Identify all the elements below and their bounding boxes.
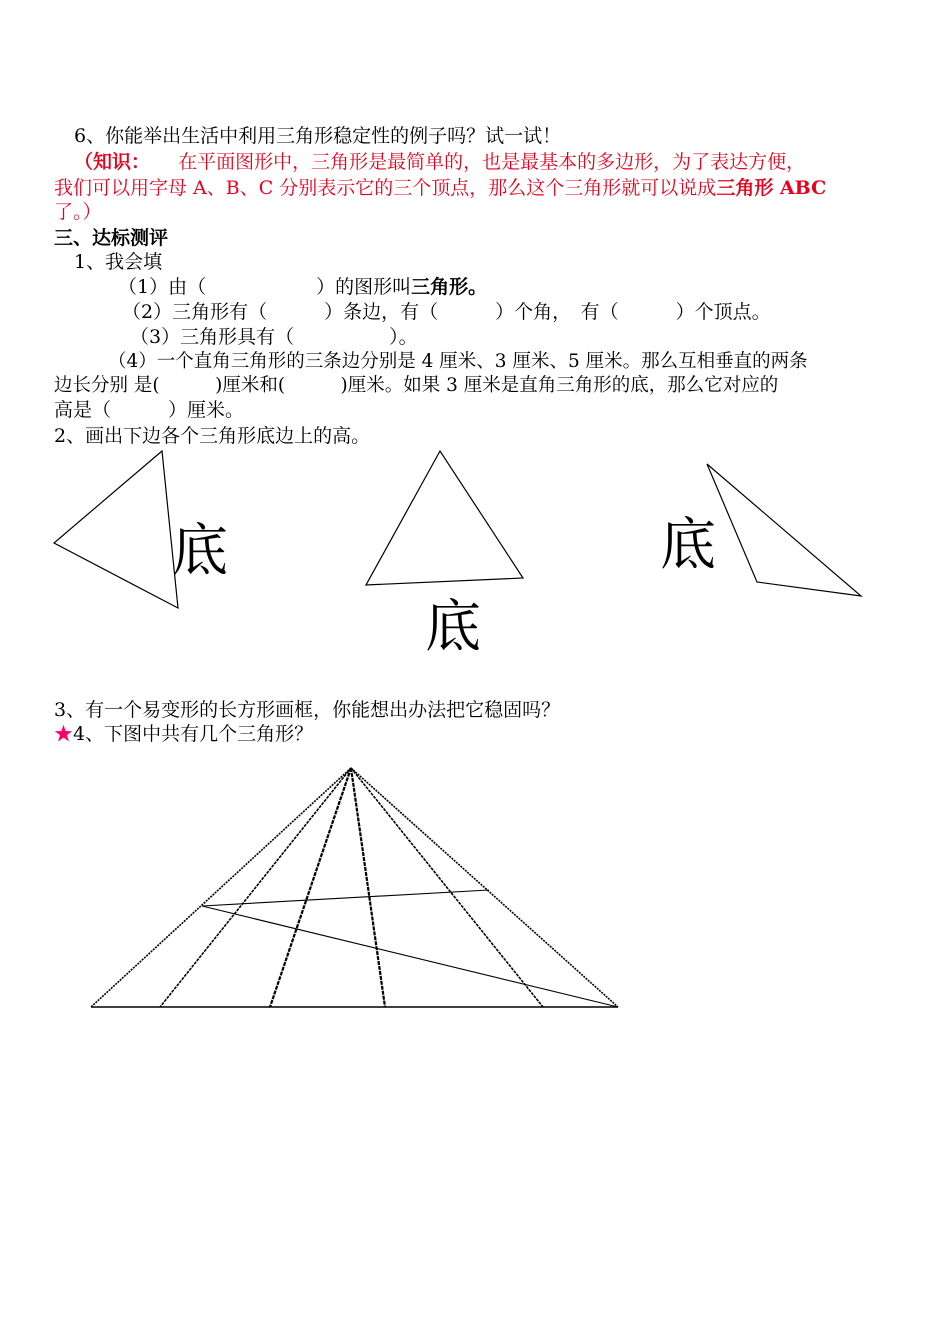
figure-ray-1 — [160, 768, 351, 1007]
triangle-1 — [54, 451, 178, 608]
figure-ray-2 — [270, 768, 351, 1007]
knowledge-term: 三角形 ABC — [716, 177, 827, 199]
triangle-2 — [366, 451, 523, 585]
figure-cross-line-1 — [202, 890, 489, 906]
question-3 — [54, 698, 560, 722]
item-1-term: 三角形。 — [411, 276, 488, 298]
triangle-3 — [707, 464, 861, 596]
question-2-title-text: 2、画出下边各个三角形底边上的高。 — [54, 425, 371, 447]
base-label-2: 底 — [425, 595, 481, 660]
section-heading-text: 三、达标测评 — [54, 227, 169, 249]
question-1-title-text: 1、我会填 — [74, 251, 163, 273]
item-1-mid: ）的图形叫 — [316, 276, 412, 298]
item-4-text-1: （4）一个直角三角形的三条边分别是 4 厘米、3 厘米、5 厘米。那么互相垂直的两条 — [108, 351, 808, 372]
knowledge-text-1: 在平面图形中，三角形是最简单的，也是最基本的多边形，为了表达方便， — [178, 151, 806, 173]
base-label-1: 底 — [172, 519, 228, 584]
knowledge-text-2: 我们可以用字母 A、B、C 分别表示它的三个顶点，那么这个三角形就可以说成 — [54, 177, 717, 199]
item-4-text-3: 高是（ ）厘米。 — [54, 399, 245, 421]
knowledge-text-3: 了。） — [54, 201, 102, 223]
star-icon: ★ — [54, 723, 74, 745]
item-3-text: （3）三角形具有（ ）。 — [130, 326, 418, 348]
triangle-count-figure — [91, 768, 618, 1007]
figure-right-side — [351, 768, 618, 1007]
item-1-prefix: （1）由（ — [118, 276, 207, 298]
question-6-text: 6、你能举出生活中利用三角形稳定性的例子吗？试一试！ — [74, 125, 562, 147]
question-4-text: 4、下图中共有几个三角形？ — [73, 723, 314, 745]
item-2-text: （2）三角形有（ ）条边，有（ ）个角， 有（ ）个顶点。 — [122, 301, 771, 323]
question-3-text: 3、有一个易变形的长方形画框，你能想出办法把它稳固吗？ — [54, 699, 561, 721]
knowledge-label: （知识： — [74, 151, 151, 173]
figure-cross-line-2 — [202, 906, 618, 1007]
question-4 — [54, 722, 313, 746]
figure-left-side — [91, 768, 351, 1007]
item-4-text-2: 边长分别 是( )厘米和( )厘米。如果 3 厘米是直角三角形的底，那么它对应的 — [54, 375, 779, 396]
base-label-3: 底 — [660, 513, 716, 578]
